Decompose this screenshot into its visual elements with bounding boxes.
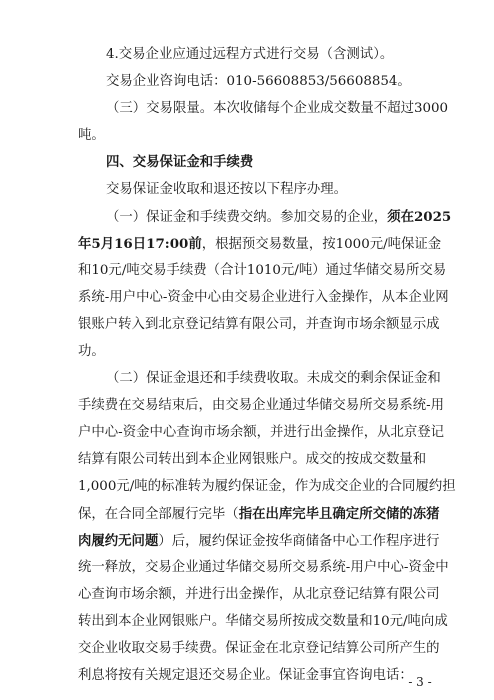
text-line: （三）交易限量。本次收储每个企业成交数量不超过3000	[106, 101, 449, 116]
text-line	[78, 505, 440, 524]
page-number: - 3 -	[408, 675, 432, 689]
emphasis-text: 肉履约无问题	[78, 533, 159, 549]
section-heading: 四、交易保证金和手续费	[106, 155, 254, 170]
text-segment: （一）保证金和手续费交纳。参加交易的企业，	[106, 210, 388, 225]
text-line	[78, 235, 442, 254]
text-line: 户中心-资金中心查询市场余额，并进行出金操作，从北京登记	[78, 425, 445, 440]
text-line: 系统-用户中心-资金中心由交易企业进行入金操作，从本企业网	[78, 290, 449, 305]
text-line: 利息将按有关规定退还交易企业。保证金事宜咨询电话：	[78, 668, 413, 683]
text-line: 手续费在交易结束后，由交易企业通过华储交易所交易系统-用	[78, 398, 445, 413]
text-line: 1,000元/吨的标准转为履约保证金，作为成交企业的合同履约担	[78, 479, 456, 494]
text-line: 转出到本企业网银账户。华储交易所按成交数量和10元/吨向成	[78, 614, 448, 629]
text-line	[78, 532, 440, 551]
text-line: 结算有限公司转出到本企业网银账户。成交的按成交数量和	[78, 452, 427, 467]
deadline-text: 须在2025	[387, 209, 452, 225]
text-line: 交易保证金收取和退还按以下程序办理。	[106, 182, 348, 197]
text-segment: 保，在合同全部履行完毕（	[78, 507, 239, 522]
text-line	[106, 208, 452, 227]
emphasis-text: 指在出库完毕且确定所交储的冻猪	[238, 506, 440, 522]
text-segment: ，根据预交易数量，按1000元/吨保证金	[201, 237, 442, 252]
text-line: （二）保证金退还和手续费收取。未成交的剩余保证金和	[106, 371, 441, 386]
text-segment: ）后，履约保证金按华商储备中心工作程序进行	[158, 534, 440, 549]
text-line: 银账户转入到北京登记结算有限公司，并查询市场余额显示成	[78, 317, 440, 332]
text-line: 4.交易企业应通过远程方式进行交易（含测试）。	[106, 47, 394, 62]
text-line: 统一释放，交易企业通过华储交易所交易系统-用户中心-资金中	[78, 560, 449, 575]
text-line: 交易企业咨询电话：010-56608853/56608854。	[106, 74, 411, 89]
deadline-text: 年5月16日17:00前	[78, 236, 202, 252]
text-line: 交企业收取交易手续费。保证金在北京登记结算公司所产生的	[78, 641, 440, 656]
text-line: 和10元/吨交易手续费（合计1010元/吨）通过华储交易所交易	[78, 263, 447, 278]
text-line: 吨。	[78, 128, 105, 143]
text-line: 功。	[78, 344, 105, 359]
text-line: 心查询市场余额，并进行出金操作，从北京登记结算有限公司	[78, 587, 440, 602]
